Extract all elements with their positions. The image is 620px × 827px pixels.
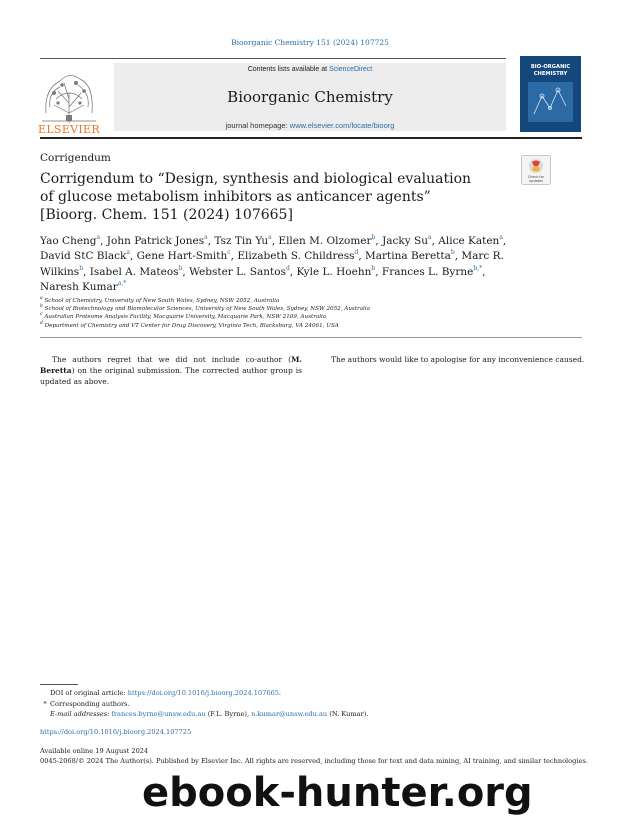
author-affiliation-mark[interactable]: d [285,264,290,272]
contents-line [114,66,506,73]
body-column-right [331,354,591,365]
homepage-prefix: journal homepage: [225,121,290,130]
article-doi-link[interactable]: https://doi.org/10.1016/j.bioorg.2024.107725 [40,728,192,736]
footnote-rule [40,684,78,685]
email-link-byrne[interactable]: frances.byrne@unsw.edu.au [111,710,206,718]
author-affiliation-mark[interactable]: b [371,264,376,272]
footnote-original-doi: DOI of original article: https://doi.org/10.1016/j.bioorg.2024.107665. [50,689,282,697]
affiliations-divider [40,337,582,338]
affiliation [40,322,580,330]
check-for-updates-icon[interactable] [521,155,551,185]
body-column-left [40,354,302,387]
author[interactable] [382,266,482,278]
author[interactable] [382,235,432,247]
homepage-line [114,121,506,130]
author-affiliation-mark[interactable]: d [354,249,359,257]
author[interactable] [137,250,231,262]
author-affiliation-mark[interactable]: a [126,249,130,257]
copyright-line: 0045-2068/© 2024 The Author(s). Published by Elsevier Inc. All rights are reserved, including those for text and data mining, AI training, and similar technologies. [40,757,588,765]
body-text-left-1: The authors regret that we did not include co-author ( [52,355,292,364]
email-who-kumar: (N. Kumar). [327,710,369,718]
svg-text:BIO-ORGANIC: BIO-ORGANIC [530,64,571,70]
author-name: Frances L. Byrne [381,265,474,278]
author-list: Yao Cheng$^a$, John Patrick Jones$^a$, Tsz Tin Yu$^a$, Ellen M. Olzomer$^b$, Jacky Su$^a$, Alice Katen$^a$, David StC Black$^a$, Gene Hart-Smith$^c$, Elizabeth S. Childress$^d$, Martina Beretta$^b$, Marc R. Wilkins$^b$, Isabel A. Mateos$^b$, Webster L. Santos$^d$, Kyle L. Hoehn$^b$, Frances L. Byrne$^{b,*}$, Naresh Kumar$^{a,*}$ [40,234,507,293]
footnotes [40,688,580,720]
author-name: Isabel A. Mateos [89,265,179,278]
author-name: Elizabeth S. Childress [237,250,355,263]
svg-text:Check for: Check for [527,175,545,179]
author[interactable] [90,266,183,278]
corresponding-text: Corresponding authors. [50,699,130,708]
affiliation [40,297,580,305]
affiliation-text: Department of Chemistry and VT Center for Drug Discovery, Virginia Tech, Blacksburg, VA 24061, USA [44,322,339,329]
publication-info [40,746,600,766]
affiliation-mark: c [40,312,43,318]
header-rule [40,58,506,59]
author[interactable] [214,235,271,247]
author-affiliation-mark[interactable]: b,* [473,264,483,272]
affiliation-mark: d [40,320,43,326]
author-affiliation-mark[interactable]: b [450,249,455,257]
footnote-corresponding [40,699,580,710]
elsevier-logo [36,63,102,135]
author-affiliation-mark[interactable]: b [178,264,183,272]
author-name: Alice Katen [438,235,500,247]
author-name: Naresh Kumar [40,280,118,293]
author[interactable] [237,250,358,262]
author-affiliation-mark[interactable]: a [96,234,101,241]
body-text-right: The authors would like to apologise for any inconvenience caused. [331,355,585,364]
email-link-kumar[interactable]: n.kumar@unsw.edu.au [251,710,328,718]
author-affiliation-mark[interactable]: a [204,234,208,241]
original-doi-link[interactable]: https://doi.org/10.1016/j.bioorg.2024.107665 [127,689,279,697]
author-affiliation-mark[interactable]: b [79,264,84,272]
journal-cover-image [520,56,581,132]
body-text-bold-author: M. Beretta [40,355,302,375]
body-text-left-2: ) on the original submission. The corrected author group is updated as above. [40,366,302,386]
author[interactable] [278,235,375,247]
journal-name: Bioorganic Chemistry [227,88,393,106]
author-name: Martina Beretta [365,250,451,263]
author-name: Marc R. Wilkins [40,250,504,278]
article-title: Corrigendum to “Design, synthesis and biological evaluation of glucose metabolism inhibitors as anticancer agents” [Bioorg. Chem. 151 (2024) 107665] [40,171,472,223]
author-name: Webster L. Santos [189,265,286,278]
author[interactable] [107,235,208,247]
author-affiliation-mark[interactable]: a [268,234,272,241]
article-type: Corrigendum [40,152,111,164]
author[interactable] [438,235,503,247]
affiliation-text: Australian Proteome Analysis Facility, Macquarie University, Macquarie Park, NSW 2109, Australia [44,314,327,321]
author-name: David StC Black [40,250,127,263]
author-name: John Patrick Jones [106,235,205,247]
publisher-wordmark: ELSEVIER [38,123,100,135]
affiliation-mark: a [40,296,43,301]
email-who-byrne: (F.L. Byrne), [205,710,252,718]
journal-reference[interactable]: Bioorganic Chemistry 151 (2024) 107725 [231,38,389,47]
author-affiliation-mark[interactable]: a,* [117,279,127,287]
author-affiliation-mark[interactable]: c [227,249,231,257]
affiliation [40,305,580,313]
watermark-text: ebook-hunter.org [142,770,533,816]
svg-text:CHEMISTRY: CHEMISTRY [533,71,568,77]
author-name: Gene Hart-Smith [136,250,228,263]
author[interactable] [189,266,290,278]
affiliation-text: School of Chemistry, University of New South Wales, Sydney, NSW 2052, Australia [44,298,280,304]
author[interactable] [40,235,100,247]
contents-prefix: Contents lists available at [247,66,330,73]
svg-text:updates: updates [529,179,543,183]
author-name: Kyle L. Hoehn [296,265,372,278]
author[interactable] [365,250,455,262]
author-name: Ellen M. Olzomer [278,235,372,247]
author-affiliation-mark[interactable]: a [499,234,503,241]
author[interactable] [296,266,375,278]
author-affiliation-mark[interactable]: a [428,234,432,241]
available-online: Available online 19 August 2024 [40,747,149,755]
corresponding-mark: * [43,699,47,708]
email-label: E-mail addresses: [50,710,112,718]
author-affiliation-mark[interactable]: b [371,234,376,241]
sciencedirect-link[interactable]: ScienceDirect [329,66,373,73]
author-name: Jacky Su [382,235,429,247]
author-name: Yao Cheng [40,235,97,247]
affiliation-list [40,297,580,330]
doi-prefix: DOI of original article: [50,689,128,697]
author[interactable] [40,281,126,293]
affiliation-text: School of Biotechnology and Biomolecular Sciences, University of New South Wales, Sydney, NSW 2052, Australia [44,306,370,313]
footnote-emails [40,709,580,720]
header-divider [40,137,582,139]
author-name: Tsz Tin Yu [214,235,269,247]
homepage-link[interactable]: www.elsevier.com/locate/bioorg [289,121,395,130]
author[interactable] [40,250,130,262]
affiliation [40,313,580,321]
affiliation-mark: b [40,304,43,310]
